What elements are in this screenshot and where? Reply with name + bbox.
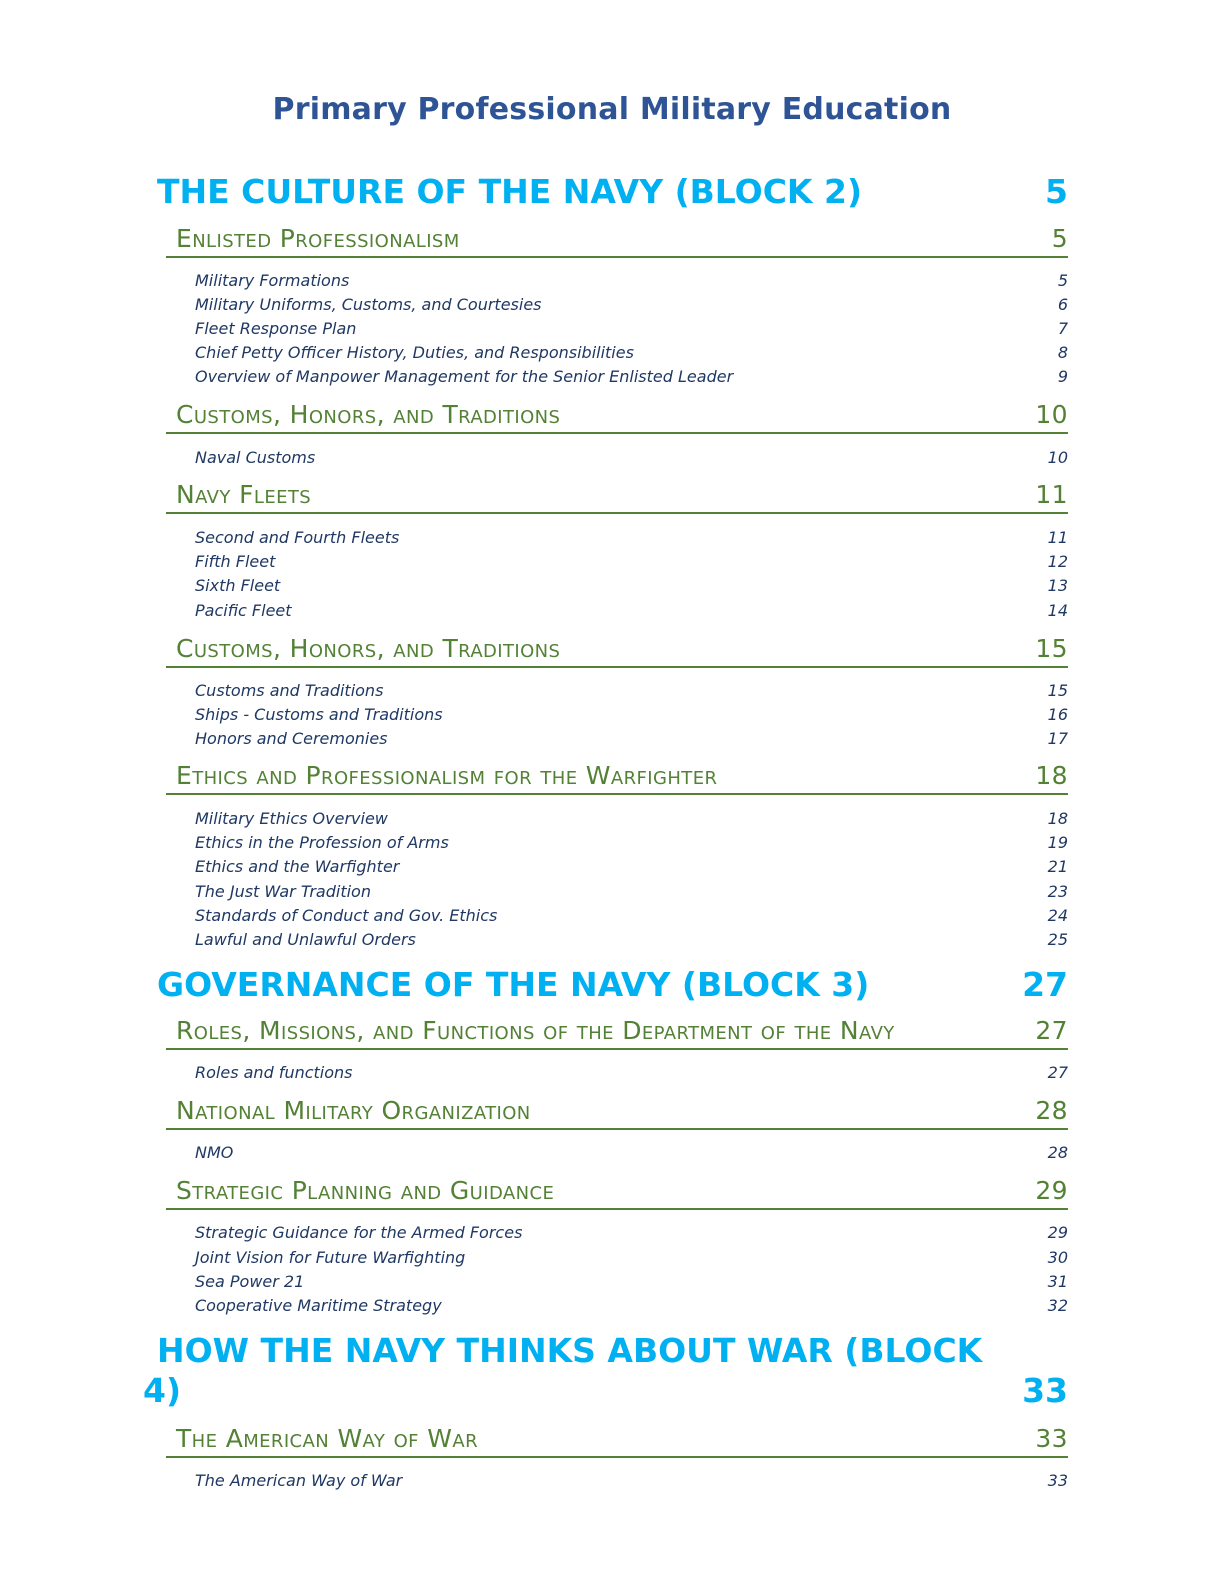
toc-section-heading[interactable] [166,226,1068,258]
item-page-number: 6 [1057,295,1068,314]
item-title: The American Way of War [195,1471,403,1490]
toc-section-heading[interactable] [166,482,1068,514]
toc-item[interactable] [195,833,1068,855]
item-title: Customs and Traditions [195,681,384,700]
item-title: Standards of Conduct and Gov. Ethics [195,906,498,925]
item-page-number: 30 [1047,1248,1068,1267]
item-page-number: 24 [1047,906,1068,925]
item-page-number: 5 [1057,271,1068,290]
item-title: Honors and Ceremonies [195,729,388,748]
item-title: Military Ethics Overview [195,809,388,828]
block-page-number: 5 [1045,172,1068,211]
block-page-number: 33 [1022,1371,1068,1410]
item-page-number: 27 [1047,1063,1068,1082]
block-title-line1: HOW THE NAVY THINKS ABOUT WAR (BLOCK [157,1331,983,1370]
item-page-number: 31 [1047,1272,1068,1291]
section-title: Roles, Missions, and Functions of the Department of the Navy [176,1016,895,1045]
item-title: Fleet Response Plan [195,319,357,338]
item-title: Fifth Fleet [195,552,276,571]
toc-block-heading[interactable] [157,172,1068,222]
item-title: Second and Fourth Fleets [195,528,400,547]
section-page-number: 15 [1035,634,1068,663]
item-page-number: 21 [1047,857,1068,876]
toc-item[interactable] [195,319,1068,341]
toc-item[interactable] [195,681,1068,703]
item-title: Ships - Customs and Traditions [195,705,443,724]
toc-section-heading[interactable] [166,402,1068,434]
toc-item[interactable] [195,1248,1068,1270]
toc-section-heading[interactable] [166,1178,1068,1210]
section-page-number: 10 [1035,400,1068,429]
toc-item[interactable] [195,528,1068,550]
item-title: Naval Customs [195,448,316,467]
item-page-number: 7 [1057,319,1068,338]
block-title: GOVERNANCE OF THE NAVY (BLOCK 3) [157,965,870,1004]
toc-item[interactable] [195,729,1068,751]
block-title-line2: 4) [143,1371,182,1410]
item-title: Pacific Fleet [195,601,292,620]
item-title: Chief Petty Officer History, Duties, and Responsibilities [195,343,634,362]
toc-section-heading[interactable] [166,763,1068,795]
toc-item[interactable] [195,882,1068,904]
item-page-number: 25 [1047,930,1068,949]
item-title: Overview of Manpower Management for the Senior Enlisted Leader [195,367,734,386]
block-title: THE CULTURE OF THE NAVY (BLOCK 2) [157,172,863,211]
toc-item[interactable] [195,1063,1068,1085]
section-title: Customs, Honors, and Traditions [176,400,561,429]
toc-item[interactable] [195,367,1068,389]
item-page-number: 29 [1047,1223,1068,1242]
item-title: Military Formations [195,271,350,290]
item-page-number: 19 [1047,833,1068,852]
item-page-number: 14 [1047,601,1068,620]
item-page-number: 18 [1047,809,1068,828]
item-page-number: 16 [1047,705,1068,724]
toc-item[interactable] [195,576,1068,598]
section-page-number: 27 [1035,1016,1068,1045]
item-title: Joint Vision for Future Warfighting [195,1248,466,1267]
item-title: Lawful and Unlawful Orders [195,930,416,949]
block-page-number: 27 [1022,965,1068,1004]
toc-item[interactable] [195,552,1068,574]
toc-section-heading[interactable] [166,1018,1068,1050]
toc-item[interactable] [195,601,1068,623]
toc-item[interactable] [195,857,1068,879]
item-title: Ethics in the Profession of Arms [195,833,449,852]
item-title: Military Uniforms, Customs, and Courtesies [195,295,542,314]
item-title: The Just War Tradition [195,882,371,901]
toc-item[interactable] [195,906,1068,928]
item-title: NMO [195,1143,234,1162]
toc-item[interactable] [195,1272,1068,1294]
section-title: Enlisted Professionalism [176,224,460,253]
section-title: The American Way of War [176,1424,479,1453]
toc-item[interactable] [195,1471,1068,1493]
item-page-number: 13 [1047,576,1068,595]
item-page-number: 11 [1047,528,1068,547]
section-page-number: 28 [1035,1096,1068,1125]
section-page-number: 18 [1035,761,1068,790]
section-page-number: 33 [1035,1424,1068,1453]
item-title: Roles and functions [195,1063,353,1082]
section-title: Customs, Honors, and Traditions [176,634,561,663]
item-title: Sea Power 21 [195,1272,305,1291]
toc-section-heading[interactable] [166,1426,1068,1458]
toc-item[interactable] [195,1143,1068,1165]
item-page-number: 32 [1047,1296,1068,1315]
item-title: Cooperative Maritime Strategy [195,1296,442,1315]
toc-section-heading[interactable] [166,1098,1068,1130]
toc-item[interactable] [195,705,1068,727]
item-page-number: 12 [1047,552,1068,571]
section-title: National Military Organization [176,1096,531,1125]
toc-item[interactable] [195,295,1068,317]
section-page-number: 11 [1035,480,1068,509]
item-title: Strategic Guidance for the Armed Forces [195,1223,523,1242]
item-page-number: 9 [1057,367,1068,386]
section-title: Ethics and Professionalism for the Warfighter [176,761,718,790]
item-page-number: 28 [1047,1143,1068,1162]
toc-item[interactable] [195,1223,1068,1245]
item-page-number: 17 [1047,729,1068,748]
toc-item[interactable] [195,448,1068,470]
item-page-number: 33 [1047,1471,1068,1490]
section-title: Navy Fleets [176,480,312,509]
section-page-number: 29 [1035,1176,1068,1205]
item-page-number: 23 [1047,882,1068,901]
toc-item[interactable] [195,1296,1068,1318]
item-page-number: 15 [1047,681,1068,700]
section-title: Strategic Planning and Guidance [176,1176,555,1205]
toc-item[interactable] [195,930,1068,952]
toc-item[interactable] [195,271,1068,293]
toc-section-heading[interactable] [166,636,1068,668]
item-title: Sixth Fleet [195,576,281,595]
toc-item[interactable] [195,343,1068,365]
item-title: Ethics and the Warfighter [195,857,400,876]
document-title: Primary Professional Military Education [272,92,952,127]
toc-item[interactable] [195,809,1068,831]
toc-block-heading[interactable] [157,965,1068,1015]
item-page-number: 8 [1057,343,1068,362]
toc-block-heading[interactable] [143,1331,1068,1421]
section-page-number: 5 [1051,224,1068,253]
item-page-number: 10 [1047,448,1068,467]
